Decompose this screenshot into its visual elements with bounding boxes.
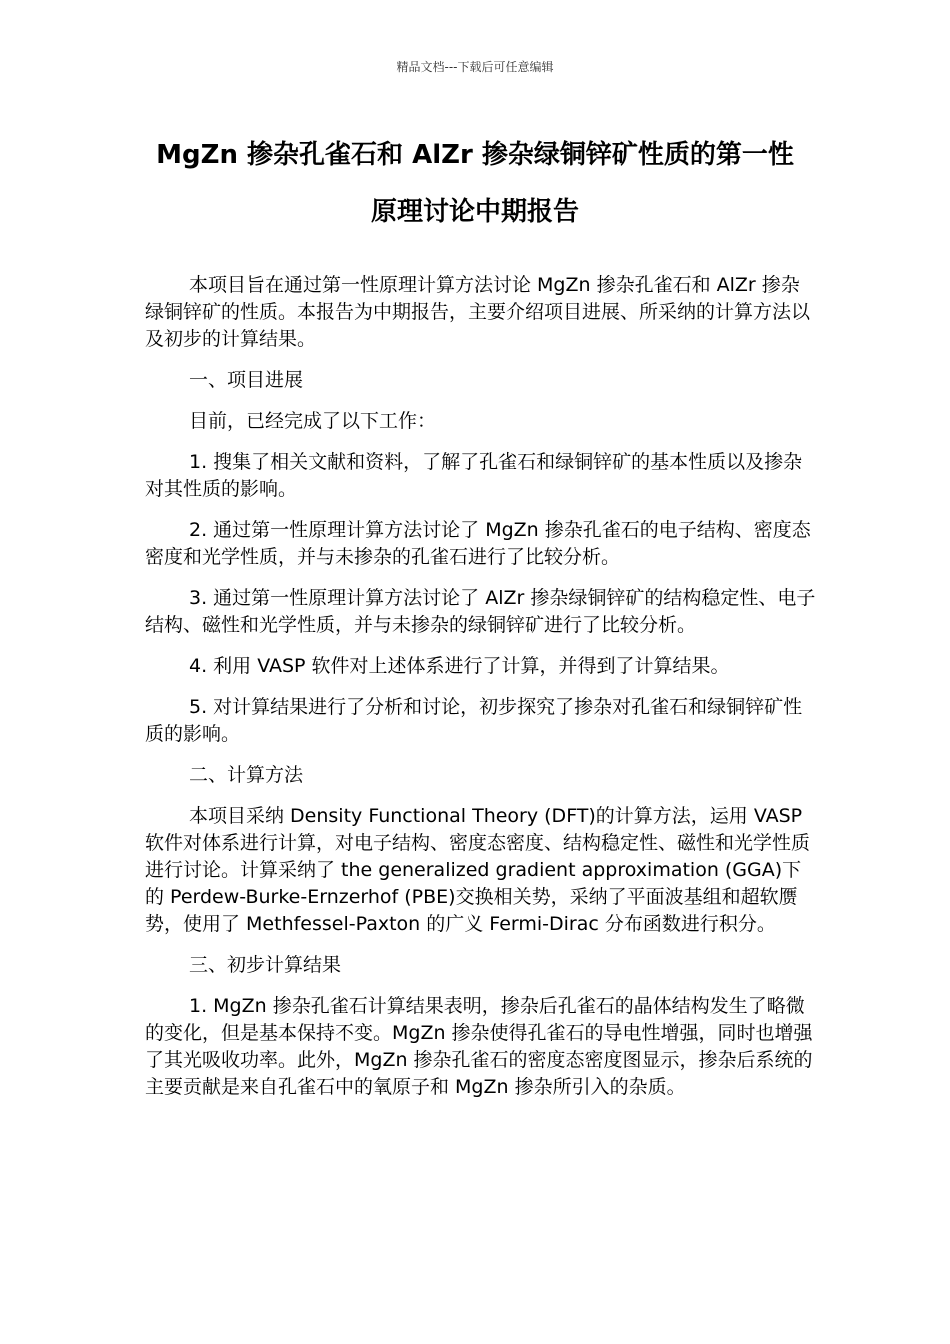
- section-heading-results: 三、初步计算结果: [189, 954, 342, 976]
- intro-paragraph: 本项目旨在通过第一性原理计算方法讨论 MgZn 掺杂孔雀石和 AlZr 掺杂绿铜锌矿的性质。本报告为中期报告，主要介绍项目进展、所采纳的计算方法以及初步的计算结果。: [145, 274, 811, 350]
- document-title-line-1: MgZn 掺杂孔雀石和 AlZr 掺杂绿铜锌矿性质的第一性: [156, 140, 794, 170]
- list-item-3: 3. 通过第一性原理计算方法讨论了 AlZr 掺杂绿铜锌矿的结构稳定性、电子结构、磁性和光学性质，并与未掺杂的绿铜锌矿进行了比较分析。: [145, 587, 816, 636]
- list-item-5: 5. 对计算结果进行了分析和讨论，初步探究了掺杂对孔雀石和绿铜锌矿性质的影响。: [145, 696, 803, 745]
- paragraph-completed-work: 目前，已经完成了以下工作：: [189, 410, 437, 432]
- header-note: 精品文档---下载后可任意编辑: [396, 60, 554, 74]
- section-heading-methods: 二、计算方法: [189, 764, 304, 786]
- list-item-1: 1. 搜集了相关文献和资料，了解了孔雀石和绿铜锌矿的基本性质以及掺杂对其性质的影响。: [145, 451, 803, 500]
- list-item-2: 2. 通过第一性原理计算方法讨论了 MgZn 掺杂孔雀石的电子结构、密度态密度和光学性质，并与未掺杂的孔雀石进行了比较分析。: [145, 519, 811, 568]
- list-item-4: 4. 利用 VASP 软件对上述体系进行了计算，并得到了计算结果。: [189, 655, 730, 677]
- section-heading-progress: 一、项目进展: [189, 369, 304, 391]
- results-paragraph-1: 1. MgZn 掺杂孔雀石计算结果表明，掺杂后孔雀石的晶体结构发生了略微的变化，但是基本保持不变。MgZn 掺杂使得孔雀石的导电性增强，同时也增强了其光吸收功率。此外，MgZn 掺杂孔雀石的密度态密度图显示，掺杂后系统的主要贡献是来自孔雀石中的氧原子和 MgZn 掺杂所引入的杂质。: [145, 995, 813, 1098]
- methods-paragraph: 本项目采纳 Density Functional Theory (DFT)的计算方法，运用 VASP 软件对体系进行计算，对电子结构、密度态密度、结构稳定性、磁性和光学性质进行讨论。计算采纳了 the generalized gradient approximation (GGA)下的 Perdew-Burke-Ernzerhof (PBE)交换相关势，采纳了平面波基组和超软赝势，使用了 Methfessel-Paxton 的广义 Fermi-Dirac 分布函数进行积分。: [145, 805, 811, 935]
- document-title-line-2: 原理讨论中期报告: [370, 197, 579, 227]
- document-body: [145, 272, 817, 1115]
